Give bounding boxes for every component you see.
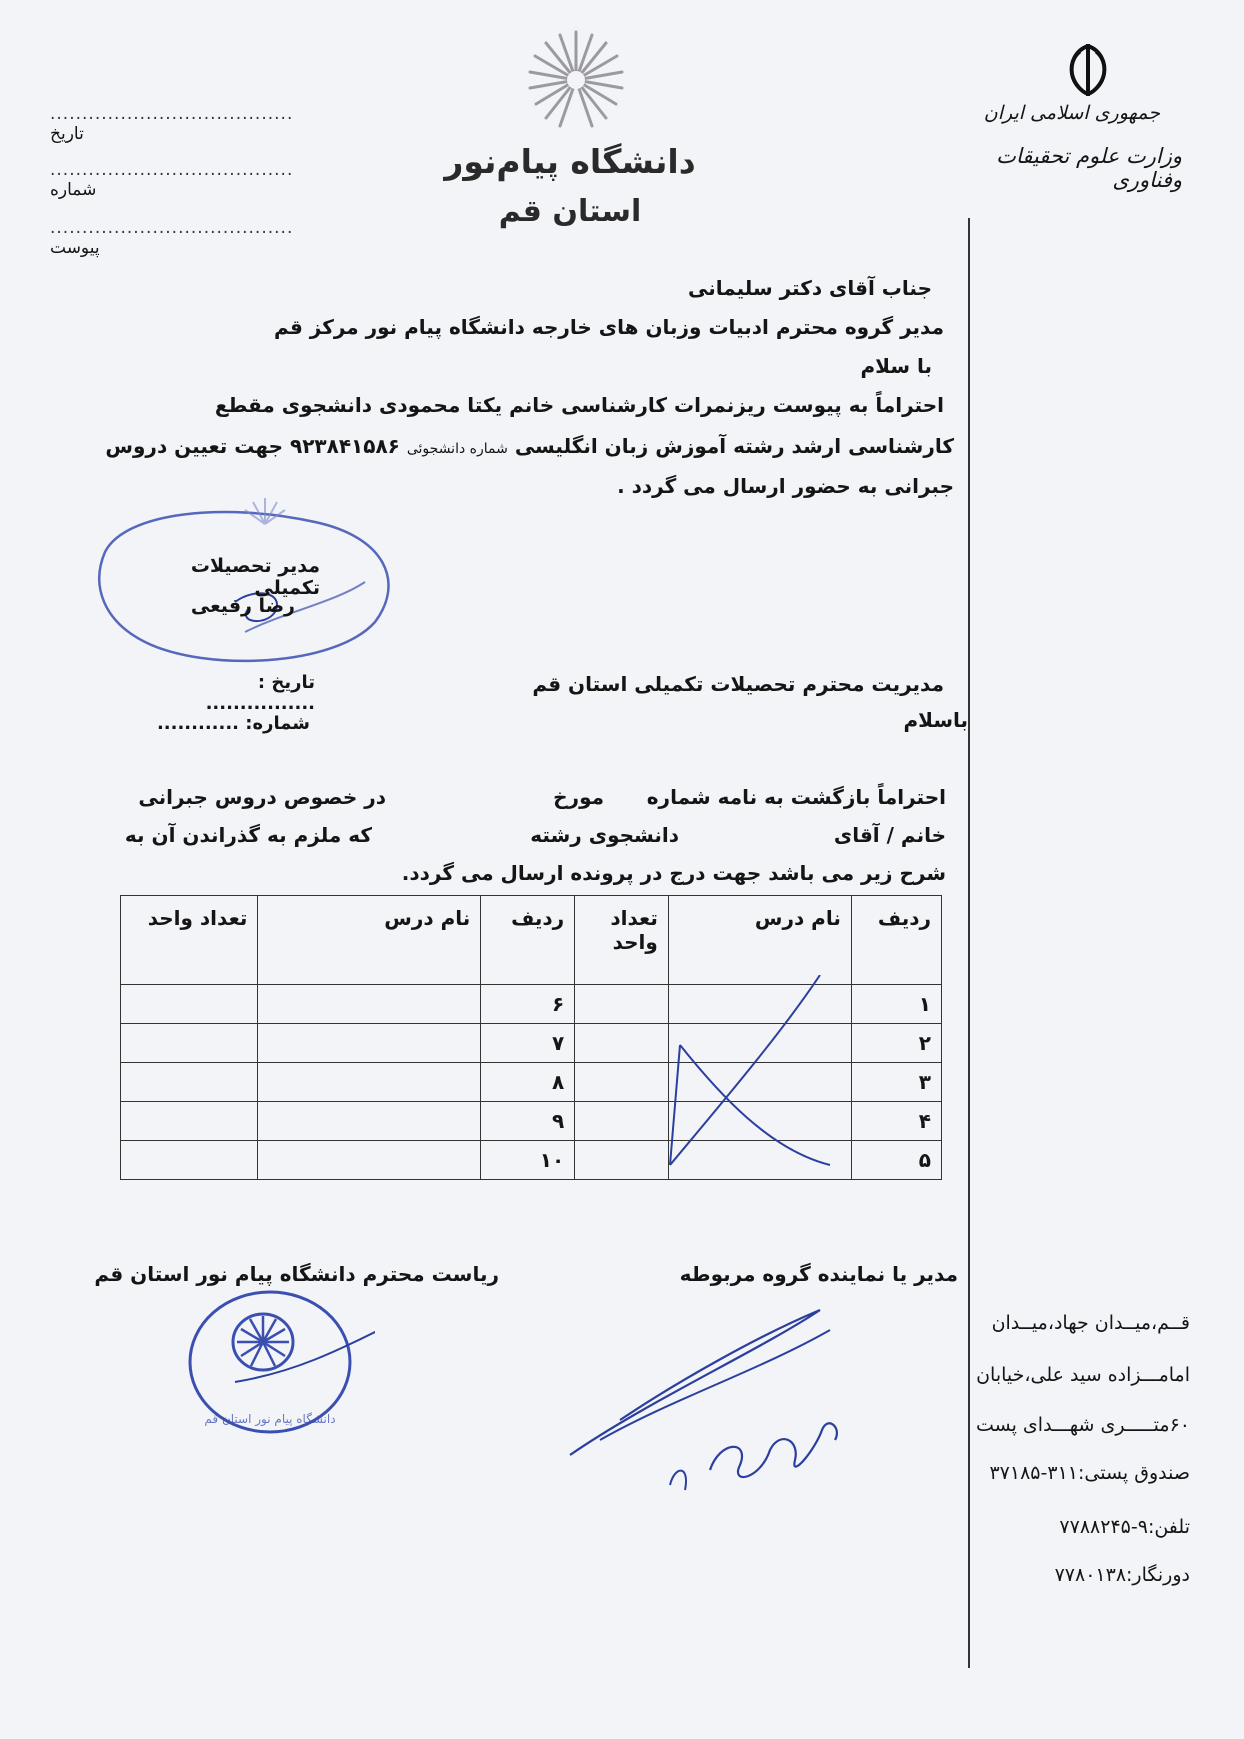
reply-line3: شرح زیر می باشد جهت درج در پرونده ارسال می گردد. bbox=[401, 861, 946, 885]
greeting-1: با سلام bbox=[860, 354, 932, 378]
fax: دورنگار:۷۷۸۰۱۳۸ bbox=[1054, 1564, 1190, 1586]
cell bbox=[121, 1102, 258, 1141]
stamp1-name: رضا رفیعی bbox=[190, 595, 295, 617]
group-manager-label: مدیر یا نماینده گروه مربوطه bbox=[679, 1262, 958, 1286]
recipient-title: مدیر گروه محترم ادبیات وزبان های خارجه دانشگاه پیام نور مرکز قم bbox=[274, 315, 944, 339]
body-line-2-part2: ۹۲۳۸۴۱۵۸۶ جهت تعیین دروس bbox=[105, 434, 400, 458]
body-line-2-small: شماره دانشجوئی bbox=[406, 441, 508, 457]
reply-date: تاریخ : ................ bbox=[205, 672, 315, 714]
vertical-divider bbox=[968, 218, 970, 1668]
round-seal-text: دانشگاه پیام نور استان قم bbox=[204, 1412, 336, 1426]
address-line-4: صندوق پستی:۳۱۱-۳۷۱۸۵ bbox=[989, 1462, 1190, 1484]
address-line-2: امامـــزاده سید علی،خیابان bbox=[976, 1364, 1190, 1386]
cell bbox=[575, 1102, 669, 1141]
reply-line1-mid: مورخ bbox=[553, 785, 604, 809]
reply-greeting: باسلام bbox=[903, 708, 968, 732]
reply-line2-left: که ملزم به گذراندن آن به bbox=[124, 823, 372, 847]
signature-scribble-icon bbox=[560, 1290, 890, 1500]
header-course-name: نام درس bbox=[668, 896, 851, 985]
cell bbox=[258, 1141, 481, 1180]
meta-number bbox=[50, 160, 300, 200]
body-line-3: جبرانی به حضور ارسال می گردد . bbox=[617, 474, 954, 498]
cell bbox=[575, 1024, 669, 1063]
reply-recipient: مدیریت محترم تحصیلات تکمیلی استان قم bbox=[532, 672, 944, 696]
cell bbox=[575, 1063, 669, 1102]
table-header-row bbox=[121, 896, 942, 985]
body-line-1: احتراماً به پیوست ریزنمرات کارشناسی خانم یکتا محمودی دانشجوی مقطع bbox=[214, 393, 944, 417]
phone: تلفن:۹-۷۷۸۸۲۴۵ bbox=[1059, 1516, 1190, 1538]
meta-date-dots: ...................................... bbox=[50, 104, 294, 124]
reply-line2-mid: دانشجوی رشته bbox=[530, 823, 679, 847]
header-row-no-2: ردیف bbox=[481, 896, 575, 985]
reply-line2-right: خانم / آقای bbox=[833, 823, 946, 847]
body-line-2-part1: کارشناسی ارشد رشته آموزش زبان انگلیسی bbox=[514, 434, 954, 458]
body-line-2 bbox=[105, 434, 954, 458]
cell: ۱ bbox=[851, 985, 941, 1024]
cell bbox=[121, 985, 258, 1024]
address-line-1: قــم،میــدان جهاد،میــدان bbox=[991, 1312, 1190, 1334]
cell bbox=[121, 1063, 258, 1102]
cell: ۷ bbox=[481, 1024, 575, 1063]
cell bbox=[258, 1102, 481, 1141]
reply-line1-right: احتراماً بازگشت به نامه شماره bbox=[646, 785, 946, 809]
iran-emblem-icon bbox=[1058, 40, 1118, 100]
reply-number: شماره: ............ bbox=[156, 713, 310, 734]
cell bbox=[575, 985, 669, 1024]
stamp1-title: مدیر تحصیلات تکمیلی bbox=[190, 555, 320, 599]
cell bbox=[121, 1024, 258, 1063]
meta-date-label: تاریخ bbox=[50, 124, 84, 144]
cell: ۸ bbox=[481, 1063, 575, 1102]
cell: ۹ bbox=[481, 1102, 575, 1141]
cell: ۵ bbox=[851, 1141, 941, 1180]
pen-cross-mark-icon bbox=[660, 975, 840, 1175]
address-line-3: ۶۰متـــــری شهـــدای پست bbox=[976, 1414, 1190, 1436]
university-logo-icon bbox=[522, 26, 630, 134]
cell: ۶ bbox=[481, 985, 575, 1024]
gov-line-1: جمهوری اسلامی ایران bbox=[983, 102, 1160, 124]
meta-number-label: شماره bbox=[50, 180, 97, 200]
header-units-2: تعداد واحد bbox=[121, 896, 258, 985]
university-name: دانشگاه پیام‌نور bbox=[444, 142, 696, 181]
meta-date bbox=[50, 104, 300, 144]
reply-line1-left: در خصوص دروس جبرانی bbox=[138, 785, 386, 809]
president-label: ریاست محترم دانشگاه پیام نور استان قم bbox=[94, 1262, 499, 1286]
cell: ۲ bbox=[851, 1024, 941, 1063]
cell: ۴ bbox=[851, 1102, 941, 1141]
meta-attachment bbox=[50, 218, 300, 258]
header-row-no: ردیف bbox=[851, 896, 941, 985]
header-units: تعداد واحد bbox=[575, 896, 669, 985]
recipient: جناب آقای دکتر سلیمانی bbox=[687, 276, 932, 300]
cell bbox=[258, 985, 481, 1024]
header-course-name-2: نام درس bbox=[258, 896, 481, 985]
cell: ۱۰ bbox=[481, 1141, 575, 1180]
cell bbox=[121, 1141, 258, 1180]
cell bbox=[258, 1063, 481, 1102]
province-name: استان قم bbox=[498, 194, 642, 229]
cell bbox=[258, 1024, 481, 1063]
meta-number-dots: ...................................... bbox=[50, 160, 294, 180]
meta-attachment-dots: ...................................... bbox=[50, 218, 294, 238]
gov-line-2: وزارت علوم تحقیقات وفناوری bbox=[996, 144, 1182, 192]
cell bbox=[575, 1141, 669, 1180]
meta-attachment-label: پیوست bbox=[50, 238, 100, 258]
cell: ۳ bbox=[851, 1063, 941, 1102]
